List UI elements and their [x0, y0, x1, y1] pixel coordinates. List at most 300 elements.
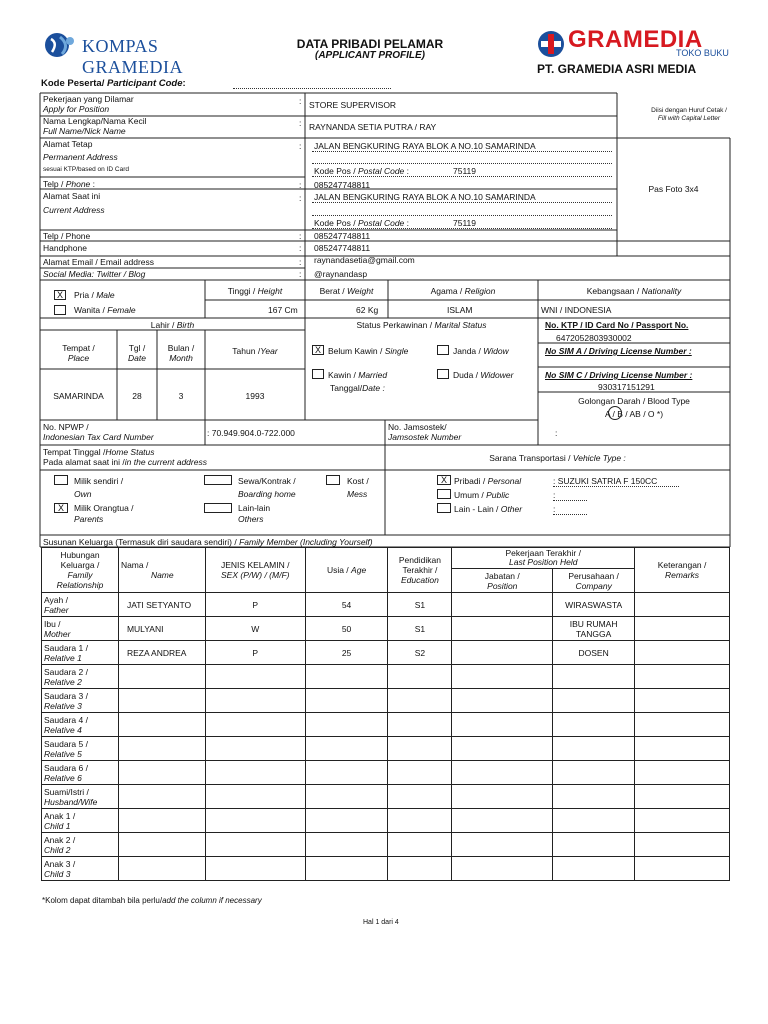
name-label: Nama Lengkap/Nama Kecil [43, 116, 147, 126]
family-name-cell[interactable] [118, 785, 205, 809]
ktp-value[interactable]: 6472052803930002 [556, 333, 632, 343]
table-row [42, 761, 730, 785]
cur-postal-value[interactable]: 75119 [453, 218, 477, 228]
family-relationship-label-en: Relative 6 [44, 772, 82, 783]
own-checkbox[interactable] [54, 475, 68, 485]
family-sex-cell[interactable] [205, 737, 305, 761]
family-relationship-label: Anak 3 / [44, 858, 76, 869]
family-sex-cell[interactable] [205, 809, 305, 833]
parents-label-en: Parents [74, 514, 104, 524]
family-education-cell[interactable] [388, 833, 452, 857]
other-vehicle-colon: : [553, 504, 556, 514]
blood-b-circle-mark [608, 406, 622, 420]
widower-label-en: Widower [480, 370, 514, 380]
male-label [74, 290, 115, 300]
family-education-cell[interactable]: S2 [388, 641, 452, 665]
col-sex-label: JENIS KELAMIN / [221, 560, 290, 570]
page-number: Hal 1 dari 4 [363, 919, 399, 926]
family-heading-en: Family Member (Including Yourself) [239, 537, 373, 547]
family-position-cell[interactable] [452, 809, 553, 833]
marital-label [305, 320, 538, 330]
footer-note [42, 896, 262, 905]
page-title: DATA PRIBADI PELAMAR [296, 37, 444, 51]
perm-phone-label: Telp / Phone : [43, 179, 96, 189]
height-value[interactable]: 167 Cm [268, 305, 298, 315]
kost-label-en: Mess [347, 489, 368, 499]
parents-checkbox[interactable]: X [54, 503, 68, 513]
own-label: Milik sendiri / [74, 476, 124, 486]
family-name-cell[interactable] [118, 689, 205, 713]
private-vehicle-label-en: Personal [487, 476, 522, 486]
col-education-header [388, 548, 452, 593]
height-label [205, 286, 305, 296]
kost-checkbox[interactable] [326, 475, 340, 485]
family-education-cell[interactable]: S1 [388, 617, 452, 641]
family-company-cell[interactable] [553, 761, 635, 785]
handphone-label: Handphone [43, 243, 87, 253]
public-vehicle-colon: : [553, 490, 556, 500]
family-name-cell[interactable] [118, 809, 205, 833]
widow-label-en: Widow [483, 346, 509, 356]
male-checkbox[interactable]: X [54, 290, 66, 300]
family-name-cell[interactable] [118, 737, 205, 761]
family-header-row [42, 548, 730, 569]
family-relationship-label-en: Child 1 [44, 820, 71, 831]
perm-addr-value[interactable]: JALAN BENGKURING RAYA BLOK A NO.10 SAMARINDA [314, 141, 536, 151]
family-name-cell[interactable] [118, 857, 205, 881]
sima-label: No SIM A / Driving License Number : [545, 346, 692, 356]
birth-label [40, 320, 305, 330]
family-relationship-label-en: Husband/Wife [44, 796, 98, 807]
simc-value[interactable]: 930317151291 [598, 382, 655, 392]
perm-postal-label: Kode Pos / Postal Code : [314, 166, 410, 176]
col-position-label-en: Position [487, 580, 518, 591]
family-position-cell[interactable] [452, 761, 553, 785]
weight-label [305, 286, 388, 296]
family-education-cell[interactable] [388, 689, 452, 713]
year-label-id: Tahun / [232, 346, 261, 356]
social-label: Social Media: Twitter / Blog [43, 269, 146, 279]
weight-value[interactable]: 62 Kg [356, 305, 379, 315]
family-company-cell[interactable] [553, 785, 635, 809]
other-vehicle-line [553, 514, 587, 515]
date-label-en: Date [128, 353, 146, 363]
family-relationship-cell [42, 761, 119, 785]
fill-note: Diisi dengan Huruf Cetak / [651, 107, 727, 114]
home-status-label [43, 447, 207, 457]
family-relationship-label: Anak 2 / [44, 834, 76, 845]
family-position-cell[interactable] [452, 689, 553, 713]
table-row [42, 665, 730, 689]
family-name-cell[interactable] [118, 833, 205, 857]
col-job-label: Pekerjaan Terakhir / [505, 548, 581, 558]
fill-note-en: Fill with Capital Letter [657, 115, 721, 122]
family-education-cell[interactable]: S1 [388, 593, 452, 617]
public-vehicle-checkbox[interactable] [437, 489, 451, 499]
perm-addr-line-1 [312, 151, 612, 152]
family-relationship-label-en: Father [44, 604, 69, 615]
blood-value[interactable]: A / B / AB / O *) [604, 409, 664, 419]
birth-label-en: Birth [176, 320, 195, 330]
widower-label-id: Duda / [453, 370, 479, 380]
family-position-cell[interactable] [452, 785, 553, 809]
footer-note-en: add the column if necessary [162, 896, 262, 905]
table-row [42, 833, 730, 857]
family-age-cell[interactable] [305, 785, 388, 809]
email-value[interactable]: raynandasetia@gmail.com [314, 255, 415, 265]
kost-label: Kost / [347, 476, 369, 486]
other-vehicle-label [454, 504, 522, 514]
perm-addr-line-2 [312, 163, 612, 164]
nationality-label-en: Nationality [641, 286, 682, 296]
name-label-en: Full Name/Nick Name [43, 126, 126, 136]
family-age-cell[interactable] [305, 737, 388, 761]
company-name: PT. GRAMEDIA ASRI MEDIA [537, 62, 697, 76]
apply-value[interactable]: STORE SUPERVISOR [309, 100, 397, 110]
family-age-cell[interactable] [305, 713, 388, 737]
transport-label-id: Sarana Transportasi / [489, 453, 571, 463]
date-value[interactable]: 28 [132, 391, 142, 401]
cur-postal-label-id: Kode Pos / [314, 218, 356, 228]
family-relationship-label: Suami/Istri / [44, 786, 89, 797]
apply-label: Pekerjaan yang Dilamar [43, 94, 134, 104]
perm-addr-label-en: Permanent Address [43, 152, 118, 162]
own-label-en: Own [74, 489, 92, 499]
family-position-cell[interactable] [452, 641, 553, 665]
family-position-cell[interactable] [452, 665, 553, 689]
public-vehicle-line [553, 500, 587, 501]
widower-label [453, 370, 513, 380]
col-name-label-en: Name [150, 570, 174, 580]
col-sex-header [205, 548, 305, 593]
family-age-cell[interactable] [305, 833, 388, 857]
col-remarks-label: Keterangan / [657, 560, 707, 570]
table-row [42, 713, 730, 737]
married-label-id: Kawin / [328, 370, 356, 380]
email-colon: : [299, 257, 302, 267]
gramedia-wordmark: GRAMEDIA [568, 26, 703, 53]
family-relationship-label: Saudara 2 / [44, 666, 88, 677]
table-row [42, 809, 730, 833]
month-label-en: Month [169, 353, 193, 363]
family-company-cell[interactable] [553, 689, 635, 713]
family-company-cell[interactable] [553, 857, 635, 881]
handphone-colon: : [299, 243, 302, 253]
place-value[interactable]: SAMARINDA [53, 391, 104, 401]
family-education-cell[interactable] [388, 737, 452, 761]
col-company-label-en: Company [575, 580, 612, 591]
nationality-label-id: Kebangsaan / [586, 286, 640, 296]
perm-addr-note: sesuai KTP/based on ID Card [43, 166, 129, 173]
family-company-cell[interactable] [553, 833, 635, 857]
nationality-value[interactable]: WNI / INDONESIA [541, 305, 612, 315]
col-job-label-en: Last Position Held [508, 557, 578, 567]
family-age-cell[interactable]: 50 [305, 617, 388, 641]
page-subtitle: (APPLICANT PROFILE) [315, 50, 425, 61]
family-company-cell[interactable]: WIRASWASTA [553, 593, 635, 617]
family-position-cell[interactable] [452, 617, 553, 641]
rent-checkbox[interactable] [204, 475, 232, 485]
blood-label: Golongan Darah / Blood Type [578, 396, 690, 406]
family-remarks-cell[interactable] [635, 617, 730, 641]
family-company-cell[interactable] [553, 737, 635, 761]
participant-code-label-en: Participant Code [107, 78, 183, 89]
table-row [42, 617, 730, 641]
date-label: Tgl / [128, 343, 146, 353]
marital-label-en: Marital Status [434, 320, 487, 330]
table-row [42, 641, 730, 665]
family-relationship-label: Saudara 4 / [44, 714, 88, 725]
birth-label-id: Lahir / [150, 320, 175, 330]
family-heading-id: Susunan Keluarga (Termasuk diri saudara sendiri) / [43, 537, 237, 547]
family-remarks-cell[interactable] [635, 665, 730, 689]
family-rows [42, 593, 730, 881]
family-sex-cell[interactable]: P [205, 641, 305, 665]
table-row [42, 857, 730, 881]
col-remarks-label-en: Remarks [665, 570, 700, 580]
family-remarks-cell[interactable] [635, 857, 730, 881]
family-relationship-label: Ayah / [44, 594, 68, 605]
family-age-cell[interactable] [305, 809, 388, 833]
family-position-cell[interactable] [452, 737, 553, 761]
married-checkbox[interactable] [312, 369, 324, 379]
perm-phone-value[interactable]: 085247748811 [314, 180, 371, 190]
widow-label-id: Janda / [453, 346, 481, 356]
private-vehicle-label [454, 476, 521, 486]
family-relationship-label: Saudara 5 / [44, 738, 88, 749]
family-sex-cell[interactable]: P [205, 593, 305, 617]
married-label-en: Married [358, 370, 388, 380]
year-label [205, 346, 305, 356]
female-checkbox[interactable] [54, 305, 66, 315]
family-remarks-cell[interactable] [635, 761, 730, 785]
family-remarks-cell[interactable] [635, 785, 730, 809]
family-position-cell[interactable] [452, 713, 553, 737]
handphone-value[interactable]: 085247748811 [314, 243, 371, 253]
table-row [42, 689, 730, 713]
family-education-cell[interactable] [388, 809, 452, 833]
col-education-label: Pendidikan Terakhir / [398, 555, 441, 575]
married-date-label [330, 383, 385, 393]
simc-label: No SIM C / Driving License Number : [545, 370, 693, 380]
family-age-cell[interactable]: 25 [305, 641, 388, 665]
col-remarks-header [635, 548, 730, 593]
family-age-cell[interactable] [305, 857, 388, 881]
family-education-cell[interactable] [388, 665, 452, 689]
family-position-cell[interactable] [452, 833, 553, 857]
col-age-label: Usia / [326, 565, 349, 575]
family-remarks-cell[interactable] [635, 737, 730, 761]
family-remarks-cell[interactable] [635, 809, 730, 833]
family-position-cell[interactable] [452, 857, 553, 881]
family-name-cell[interactable] [118, 665, 205, 689]
family-relationship-label: Saudara 1 / [44, 642, 88, 653]
family-sex-cell[interactable]: W [205, 617, 305, 641]
family-relationship-cell [42, 785, 119, 809]
ktp-label: No. KTP / ID Card No / Passport No. [545, 320, 689, 330]
other-vehicle-checkbox[interactable] [437, 503, 451, 513]
private-vehicle-label-id: Pribadi / [454, 476, 486, 486]
family-sex-cell[interactable] [205, 713, 305, 737]
home-status-sub [43, 457, 207, 467]
family-sex-cell[interactable] [205, 761, 305, 785]
family-age-cell[interactable] [305, 689, 388, 713]
family-relationship-cell [42, 617, 119, 641]
family-relationship-cell [42, 857, 119, 881]
widower-checkbox[interactable] [437, 369, 449, 379]
family-education-cell[interactable] [388, 713, 452, 737]
cur-addr-colon: : [299, 193, 302, 203]
jamsostek-colon: : [555, 428, 558, 438]
social-colon: : [299, 269, 302, 279]
other-home-label: Lain-lain [238, 503, 271, 513]
family-name-cell[interactable] [118, 761, 205, 785]
family-relationship-cell [42, 713, 119, 737]
weight-label-en: Weight [347, 286, 374, 296]
cur-postal-label-en: Postal Code [357, 218, 405, 228]
family-sex-cell[interactable] [205, 689, 305, 713]
height-label-en: Height [257, 286, 283, 296]
social-value[interactable]: @raynandasp [314, 269, 368, 279]
religion-label-en: Religion [464, 286, 496, 296]
family-relationship-cell [42, 665, 119, 689]
month-value[interactable]: 3 [178, 391, 184, 401]
family-age-cell[interactable] [305, 761, 388, 785]
private-vehicle-line [553, 486, 679, 487]
family-company-cell[interactable]: DOSEN [553, 641, 635, 665]
family-company-cell[interactable] [553, 809, 635, 833]
npwp-value[interactable]: : 70.949.904.0-722.000 [207, 428, 295, 438]
perm-phone-label-en: Phone [65, 179, 91, 189]
family-sex-cell[interactable] [205, 785, 305, 809]
rent-label: Sewa/Kontrak / [238, 476, 296, 486]
height-label-id: Tinggi / [227, 286, 256, 296]
married-date-label-id: Tanggal/ [330, 383, 363, 393]
other-vehicle-label-id: Lain - Lain / [454, 504, 499, 514]
family-relationship-label: Anak 1 / [44, 810, 76, 821]
col-job-header [452, 548, 635, 569]
family-company-cell[interactable] [553, 713, 635, 737]
family-name-cell[interactable]: MULYANI [118, 617, 205, 641]
family-remarks-cell[interactable] [635, 689, 730, 713]
home-status-label-en: Home Status [105, 447, 155, 457]
family-company-cell[interactable]: IBU RUMAH TANGGA [553, 617, 635, 641]
npwp-label: No. NPWP / [43, 422, 89, 432]
religion-label [388, 286, 538, 296]
family-education-cell[interactable] [388, 785, 452, 809]
family-position-cell[interactable] [452, 593, 553, 617]
religion-label-id: Agama / [430, 286, 463, 296]
family-relationship-label-en: Child 2 [44, 844, 71, 855]
family-remarks-cell[interactable] [635, 833, 730, 857]
apply-colon: : [299, 96, 302, 106]
family-age-cell[interactable]: 54 [305, 593, 388, 617]
col-relationship-label: Hubungan Keluarga / [60, 550, 100, 570]
family-remarks-cell[interactable] [635, 593, 730, 617]
family-relationship-cell [42, 689, 119, 713]
family-age-cell[interactable] [305, 665, 388, 689]
family-name-cell[interactable]: JATI SETYANTO [118, 593, 205, 617]
participant-code-colon: : [182, 78, 186, 89]
year-value[interactable]: 1993 [245, 391, 265, 401]
cur-phone-value[interactable]: 085247748811 [314, 231, 371, 241]
family-relationship-label-en: Relative 4 [44, 724, 82, 735]
col-company-label: Perusahaan / [568, 570, 619, 581]
private-vehicle-value[interactable]: : SUZUKI SATRIA F 150CC [553, 476, 658, 486]
perm-phone-colon: : [299, 180, 302, 190]
family-relationship-cell [42, 593, 119, 617]
family-relationship-label-en: Relative 3 [44, 700, 82, 711]
family-sex-cell[interactable] [205, 665, 305, 689]
home-status-sub-en: in the current address [124, 457, 207, 467]
perm-addr-colon: : [299, 141, 302, 151]
family-education-cell[interactable] [388, 857, 452, 881]
family-company-cell[interactable] [553, 665, 635, 689]
perm-addr-label: Alamat Tetap [43, 139, 93, 149]
gramedia-wordmark-sub: TOKO BUKU [676, 48, 729, 58]
name-value[interactable]: RAYNANDA SETIA PUTRA / RAY [309, 122, 437, 132]
religion-value[interactable]: ISLAM [447, 305, 473, 315]
home-status-label-id: Tempat Tinggal / [43, 447, 106, 457]
family-education-cell[interactable] [388, 761, 452, 785]
col-age-header [305, 548, 388, 593]
cur-addr-value[interactable]: JALAN BENGKURING RAYA BLOK A NO.10 SAMARINDA [314, 192, 536, 202]
widow-label [453, 346, 509, 356]
cur-addr-line-1 [312, 202, 612, 203]
marital-label-id: Status Perkawinan / [356, 320, 433, 330]
perm-postal-label-en: Postal Code [357, 166, 405, 176]
col-sex-label-en: SEX (P/W) / (M/F) [221, 570, 290, 580]
family-name-cell[interactable]: REZA ANDREA [118, 641, 205, 665]
family-relationship-label: Saudara 3 / [44, 690, 88, 701]
perm-postal-line [312, 176, 612, 177]
other-home-checkbox[interactable] [204, 503, 232, 513]
private-vehicle-checkbox[interactable]: X [437, 475, 451, 485]
single-checkbox[interactable]: X [312, 345, 324, 355]
col-position-label: Jabatan / [484, 570, 520, 581]
perm-postal-value[interactable]: 75119 [453, 166, 477, 176]
email-label: Alamat Email / Email address [43, 257, 155, 267]
family-relationship-label-en: Relative 1 [44, 652, 82, 663]
widow-checkbox[interactable] [437, 345, 449, 355]
table-row [42, 593, 730, 617]
family-relationship-label-en: Relative 5 [44, 748, 82, 759]
cur-postal-line [312, 228, 612, 229]
year-label-en: Year [260, 346, 278, 356]
family-relationship-cell [42, 809, 119, 833]
family-sex-cell[interactable] [205, 833, 305, 857]
family-relationship-cell [42, 641, 119, 665]
family-remarks-cell[interactable] [635, 713, 730, 737]
place-label-en: Place [67, 353, 90, 363]
col-name-header [118, 548, 205, 593]
col-company-header [553, 569, 635, 593]
male-label-id: Pria / [74, 290, 94, 300]
single-label [328, 346, 408, 356]
cur-postal-label: Kode Pos / Postal Code : [314, 218, 410, 228]
kompas-gramedia-wordmark: KOMPAS GRAMEDIA [82, 36, 183, 77]
family-name-cell[interactable] [118, 713, 205, 737]
family-remarks-cell[interactable] [635, 641, 730, 665]
table-row [42, 737, 730, 761]
col-relationship-header [42, 548, 119, 593]
col-relationship-label-en: Family Relationship [56, 570, 104, 590]
col-name-label: Nama / [120, 560, 149, 570]
participant-code-label-id: Kode Peserta/ [41, 78, 105, 89]
family-relationship-cell [42, 737, 119, 761]
family-sex-cell[interactable] [205, 857, 305, 881]
female-label-id: Wanita / [74, 305, 105, 315]
